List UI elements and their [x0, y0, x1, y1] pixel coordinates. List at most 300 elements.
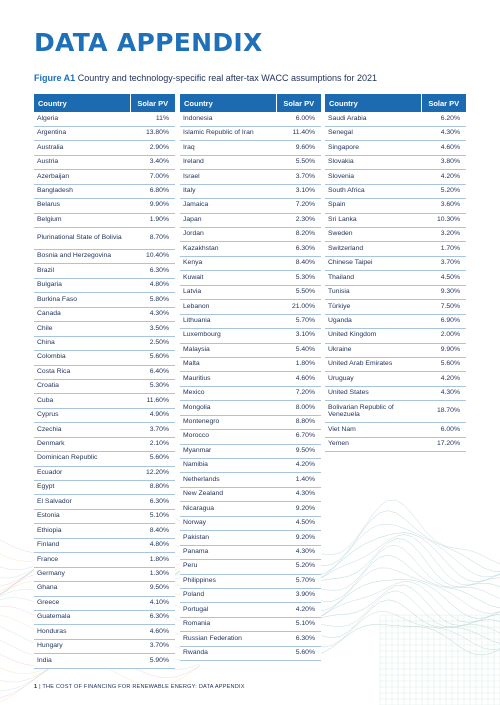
- table-row: [34, 654, 175, 668]
- solar-pv-value-cell: 4.80%: [130, 278, 175, 292]
- solar-pv-value-cell: 10.30%: [421, 213, 466, 227]
- table-row: [180, 343, 321, 357]
- table-row: [34, 199, 175, 213]
- solar-pv-value-cell: 8.80%: [130, 481, 175, 495]
- header-country: Country: [325, 94, 421, 112]
- solar-pv-value-cell: 6.30%: [276, 242, 321, 256]
- table-row: [180, 386, 321, 400]
- mountain-contour-line: [300, 533, 500, 583]
- table-row: [325, 401, 466, 423]
- country-cell: Türkiye: [325, 300, 421, 314]
- solar-pv-value-cell: 9.50%: [130, 582, 175, 596]
- table-row: [180, 329, 321, 343]
- table-row: [180, 184, 321, 198]
- solar-pv-value-cell: 6.30%: [130, 264, 175, 278]
- country-cell: Ghana: [34, 582, 130, 596]
- table-row: [34, 394, 175, 408]
- solar-pv-value-cell: 2.50%: [130, 336, 175, 350]
- table-row: [180, 415, 321, 429]
- table-row: [34, 437, 175, 451]
- mountain-contour-line: [300, 500, 500, 564]
- country-cell: Iraq: [180, 141, 276, 155]
- table-row: [180, 300, 321, 314]
- solar-pv-value-cell: 4.30%: [276, 487, 321, 501]
- country-cell: Lebanon: [180, 300, 276, 314]
- solar-pv-value-cell: 8.40%: [276, 256, 321, 270]
- solar-pv-value-cell: 5.70%: [276, 314, 321, 328]
- country-cell: Lithuania: [180, 314, 276, 328]
- table-row: [34, 184, 175, 198]
- solar-pv-value-cell: 4.50%: [421, 271, 466, 285]
- solar-pv-value-cell: 3.20%: [421, 228, 466, 242]
- header-solar-pv: Solar PV: [421, 94, 466, 112]
- country-cell: Nicaragua: [180, 502, 276, 516]
- country-cell: Saudi Arabia: [325, 112, 421, 126]
- solar-pv-value-cell: 5.10%: [130, 509, 175, 523]
- country-cell: Ireland: [180, 155, 276, 169]
- table-row: [180, 126, 321, 140]
- table-row: [180, 141, 321, 155]
- table-row: [180, 502, 321, 516]
- page-title: DATA APPENDIX: [34, 28, 263, 57]
- country-cell: Portugal: [180, 603, 276, 617]
- country-cell: Guatemala: [34, 610, 130, 624]
- solar-pv-value-cell: 8.40%: [130, 524, 175, 538]
- country-cell: Uruguay: [325, 372, 421, 386]
- country-cell: Pakistan: [180, 531, 276, 545]
- country-cell: Czechia: [34, 423, 130, 437]
- country-cell: Netherlands: [180, 473, 276, 487]
- country-cell: Spain: [325, 199, 421, 213]
- country-cell: Dominican Republic: [34, 452, 130, 466]
- solar-pv-value-cell: 6.80%: [130, 184, 175, 198]
- table-row: [34, 336, 175, 350]
- country-cell: Philippines: [180, 574, 276, 588]
- country-cell: Sweden: [325, 228, 421, 242]
- solar-pv-value-cell: 7.00%: [130, 170, 175, 184]
- country-cell: Costa Rica: [34, 365, 130, 379]
- country-cell: Ethiopia: [34, 524, 130, 538]
- table-row: [180, 603, 321, 617]
- solar-pv-value-cell: 4.60%: [276, 372, 321, 386]
- solar-pv-value-cell: 3.80%: [421, 155, 466, 169]
- table-row: [34, 112, 175, 126]
- table-row: [34, 495, 175, 509]
- country-cell: Canada: [34, 307, 130, 321]
- solar-pv-value-cell: 10.40%: [130, 250, 175, 264]
- solar-pv-value-cell: 4.20%: [276, 459, 321, 473]
- solar-pv-value-cell: 7.20%: [276, 386, 321, 400]
- country-cell: El Salvador: [34, 495, 130, 509]
- solar-pv-value-cell: 9.20%: [276, 502, 321, 516]
- solar-pv-value-cell: 4.20%: [421, 170, 466, 184]
- wacc-table-column-2: [180, 94, 321, 661]
- solar-pv-value-cell: 6.90%: [421, 314, 466, 328]
- figure-label: Figure A1: [34, 73, 76, 83]
- table-row: [34, 582, 175, 596]
- solar-pv-value-cell: 9.20%: [276, 531, 321, 545]
- solar-pv-value-cell: 6.30%: [130, 495, 175, 509]
- country-cell: Belgium: [34, 213, 130, 227]
- country-cell: Uganda: [325, 314, 421, 328]
- solar-pv-value-cell: 6.40%: [130, 365, 175, 379]
- solar-pv-value-cell: 6.00%: [421, 423, 466, 437]
- solar-pv-value-cell: 6.70%: [276, 430, 321, 444]
- country-cell: Finland: [34, 538, 130, 552]
- solar-pv-value-cell: 7.50%: [421, 300, 466, 314]
- country-cell: Slovenia: [325, 170, 421, 184]
- table-row: [325, 184, 466, 198]
- country-cell: Denmark: [34, 437, 130, 451]
- country-cell: Yemen: [325, 437, 421, 451]
- table-row: [34, 509, 175, 523]
- table-row: [325, 228, 466, 242]
- table-row: [34, 351, 175, 365]
- table-row: [34, 596, 175, 610]
- solar-pv-value-cell: 3.60%: [421, 199, 466, 213]
- table-row: [325, 437, 466, 451]
- country-cell: Malta: [180, 357, 276, 371]
- solar-pv-value-cell: 3.10%: [276, 329, 321, 343]
- solar-pv-value-cell: 6.30%: [130, 610, 175, 624]
- country-cell: Egypt: [34, 481, 130, 495]
- solar-pv-value-cell: 9.30%: [421, 285, 466, 299]
- country-cell: France: [34, 553, 130, 567]
- country-cell: Australia: [34, 141, 130, 155]
- figure-caption-text: Country and technology-specific real after-tax WACC assumptions for 2021: [77, 73, 378, 83]
- country-cell: New Zealand: [180, 487, 276, 501]
- table-row: [325, 213, 466, 227]
- header-country: Country: [34, 94, 130, 112]
- solar-pv-value-cell: 5.80%: [130, 293, 175, 307]
- table-row: [34, 379, 175, 393]
- country-cell: Kazakhstan: [180, 242, 276, 256]
- solar-pv-value-cell: 11%: [130, 112, 175, 126]
- country-cell: Algeria: [34, 112, 130, 126]
- solar-pv-value-cell: 8.20%: [276, 228, 321, 242]
- wacc-table-column-1: [34, 94, 175, 669]
- country-cell: Bangladesh: [34, 184, 130, 198]
- table-row: [325, 126, 466, 140]
- table-row: [34, 524, 175, 538]
- solar-pv-value-cell: 5.50%: [276, 155, 321, 169]
- table-row: [180, 242, 321, 256]
- header-country: Country: [180, 94, 276, 112]
- country-cell: Ecuador: [34, 466, 130, 480]
- solar-pv-value-cell: 9.90%: [130, 199, 175, 213]
- solar-pv-value-cell: 12.20%: [130, 466, 175, 480]
- solar-pv-value-cell: 4.30%: [421, 386, 466, 400]
- country-cell: Colombia: [34, 351, 130, 365]
- country-cell: Viet Nam: [325, 423, 421, 437]
- solar-pv-value-cell: 5.30%: [130, 379, 175, 393]
- page-footer: [34, 684, 245, 690]
- table-row: [34, 250, 175, 264]
- country-cell: Cyprus: [34, 408, 130, 422]
- country-cell: Jamaica: [180, 199, 276, 213]
- solar-pv-value-cell: 2.90%: [130, 141, 175, 155]
- solar-pv-value-cell: 4.20%: [276, 603, 321, 617]
- country-cell: Croatia: [34, 379, 130, 393]
- table-row: [180, 372, 321, 386]
- table-row: [34, 228, 175, 250]
- table-row: [34, 466, 175, 480]
- country-cell: Norway: [180, 516, 276, 530]
- country-cell: Myanmar: [180, 444, 276, 458]
- solar-pv-value-cell: 5.10%: [276, 617, 321, 631]
- country-cell: Russian Federation: [180, 632, 276, 646]
- table-row: [34, 553, 175, 567]
- solar-pv-value-cell: 4.60%: [130, 625, 175, 639]
- solar-pv-value-cell: 5.60%: [130, 452, 175, 466]
- country-cell: Brazil: [34, 264, 130, 278]
- country-cell: Tunisia: [325, 285, 421, 299]
- table-row: [325, 170, 466, 184]
- country-cell: Honduras: [34, 625, 130, 639]
- country-cell: Cuba: [34, 394, 130, 408]
- table-row: [34, 452, 175, 466]
- solar-pv-value-cell: 8.70%: [130, 228, 175, 250]
- table-row: [34, 538, 175, 552]
- solar-pv-value-cell: 5.50%: [276, 285, 321, 299]
- solar-pv-value-cell: 18.70%: [421, 401, 466, 423]
- solar-pv-value-cell: 8.00%: [276, 401, 321, 415]
- solar-pv-value-cell: 8.80%: [276, 415, 321, 429]
- country-cell: United Kingdom: [325, 329, 421, 343]
- country-cell: Panama: [180, 545, 276, 559]
- country-cell: United Arab Emirates: [325, 357, 421, 371]
- table-row: [34, 610, 175, 624]
- table-row: [34, 365, 175, 379]
- solar-pv-value-cell: 1.80%: [130, 553, 175, 567]
- country-cell: Malaysia: [180, 343, 276, 357]
- country-cell: Greece: [34, 596, 130, 610]
- mountain-contour-line: [300, 568, 500, 613]
- table-row: [180, 314, 321, 328]
- table-row: [325, 329, 466, 343]
- table-row: [325, 242, 466, 256]
- footer-page-number: 1: [34, 684, 38, 690]
- country-cell: Argentina: [34, 126, 130, 140]
- table-row: [34, 423, 175, 437]
- solar-pv-value-cell: 1.40%: [276, 473, 321, 487]
- solar-pv-value-cell: 5.60%: [421, 357, 466, 371]
- country-cell: Sri Lanka: [325, 213, 421, 227]
- table-row: [180, 588, 321, 602]
- table-row: [180, 459, 321, 473]
- country-cell: India: [34, 654, 130, 668]
- country-cell: Jordan: [180, 228, 276, 242]
- table-row: [325, 372, 466, 386]
- solar-pv-value-cell: 2.30%: [276, 213, 321, 227]
- country-cell: Luxembourg: [180, 329, 276, 343]
- country-cell: Mongolia: [180, 401, 276, 415]
- table-row: [34, 213, 175, 227]
- solar-pv-value-cell: 1.30%: [130, 567, 175, 581]
- table-row: [34, 293, 175, 307]
- table-row: [180, 646, 321, 660]
- table-row: [180, 112, 321, 126]
- solar-pv-value-cell: 5.70%: [276, 574, 321, 588]
- table-row: [180, 199, 321, 213]
- table-row: [180, 285, 321, 299]
- country-cell: Israel: [180, 170, 276, 184]
- country-cell: Slovakia: [325, 155, 421, 169]
- solar-pv-value-cell: 3.70%: [276, 170, 321, 184]
- footer-text: | THE COST OF FINANCING FOR RENEWABLE ENERGY: DATA APPENDIX: [39, 684, 245, 690]
- solar-pv-value-cell: 3.50%: [130, 322, 175, 336]
- solar-pv-value-cell: 9.60%: [276, 141, 321, 155]
- country-cell: Chile: [34, 322, 130, 336]
- country-cell: Azerbaijan: [34, 170, 130, 184]
- table-row: [34, 322, 175, 336]
- table-row: [34, 170, 175, 184]
- country-cell: Thailand: [325, 271, 421, 285]
- country-cell: Kenya: [180, 256, 276, 270]
- table-row: [180, 170, 321, 184]
- table-row: [34, 639, 175, 653]
- solar-pv-value-cell: 4.90%: [130, 408, 175, 422]
- country-cell: Namibia: [180, 459, 276, 473]
- solar-pv-value-cell: 4.20%: [421, 372, 466, 386]
- solar-pv-value-cell: 5.30%: [276, 271, 321, 285]
- solar-pv-value-cell: 4.30%: [421, 126, 466, 140]
- table-row: [180, 444, 321, 458]
- table-row: [325, 423, 466, 437]
- table-row: [34, 481, 175, 495]
- country-cell: Bolivarian Republic of Venezuela: [325, 401, 421, 423]
- country-cell: Japan: [180, 213, 276, 227]
- table-row: [34, 264, 175, 278]
- table-row: [180, 430, 321, 444]
- table-row: [180, 357, 321, 371]
- table-row: [180, 228, 321, 242]
- country-cell: Belarus: [34, 199, 130, 213]
- country-cell: Peru: [180, 560, 276, 574]
- table-row: [325, 112, 466, 126]
- solar-pv-value-cell: 1.80%: [276, 357, 321, 371]
- country-cell: Islamic Republic of Iran: [180, 126, 276, 140]
- country-cell: Plurinational State of Bolivia: [34, 228, 130, 250]
- solar-pv-value-cell: 4.30%: [276, 545, 321, 559]
- solar-pv-value-cell: 2.10%: [130, 437, 175, 451]
- country-cell: Burkina Faso: [34, 293, 130, 307]
- solar-pv-value-cell: 4.30%: [130, 307, 175, 321]
- country-cell: Singapore: [325, 141, 421, 155]
- country-cell: China: [34, 336, 130, 350]
- country-cell: Mexico: [180, 386, 276, 400]
- table-row: [180, 473, 321, 487]
- country-cell: Romania: [180, 617, 276, 631]
- solar-pv-value-cell: 5.60%: [130, 351, 175, 365]
- table-row: [325, 314, 466, 328]
- solar-pv-value-cell: 6.20%: [421, 112, 466, 126]
- country-cell: Italy: [180, 184, 276, 198]
- table-row: [325, 300, 466, 314]
- table-row: [325, 271, 466, 285]
- solar-pv-value-cell: 1.70%: [421, 242, 466, 256]
- solar-pv-value-cell: 3.70%: [130, 423, 175, 437]
- table-row: [325, 199, 466, 213]
- solar-pv-value-cell: 5.90%: [130, 654, 175, 668]
- country-cell: Austria: [34, 155, 130, 169]
- country-cell: United States: [325, 386, 421, 400]
- table-row: [180, 155, 321, 169]
- country-cell: Rwanda: [180, 646, 276, 660]
- table-row: [34, 307, 175, 321]
- country-cell: Bosnia and Herzegovina: [34, 250, 130, 264]
- table-row: [180, 574, 321, 588]
- solar-pv-value-cell: 2.00%: [421, 329, 466, 343]
- table-row: [180, 516, 321, 530]
- solar-pv-value-cell: 21.00%: [276, 300, 321, 314]
- table-row: [180, 531, 321, 545]
- country-cell: Latvia: [180, 285, 276, 299]
- solar-pv-value-cell: 5.60%: [276, 646, 321, 660]
- table-row: [34, 155, 175, 169]
- country-cell: Indonesia: [180, 112, 276, 126]
- table-row: [180, 401, 321, 415]
- table-row: [325, 285, 466, 299]
- country-cell: Mauritius: [180, 372, 276, 386]
- country-cell: Montenegro: [180, 415, 276, 429]
- country-cell: Senegal: [325, 126, 421, 140]
- table-row: [180, 632, 321, 646]
- solar-pv-value-cell: 5.40%: [276, 343, 321, 357]
- solar-pv-value-cell: 4.10%: [130, 596, 175, 610]
- table-row: [325, 343, 466, 357]
- solar-pv-value-cell: 11.60%: [130, 394, 175, 408]
- table-row: [34, 625, 175, 639]
- table-row: [180, 213, 321, 227]
- solar-pv-value-cell: 3.90%: [276, 588, 321, 602]
- country-cell: Ukraine: [325, 343, 421, 357]
- table-row: [180, 256, 321, 270]
- solar-pv-value-cell: 6.30%: [276, 632, 321, 646]
- solar-pv-value-cell: 3.70%: [130, 639, 175, 653]
- table-row: [325, 256, 466, 270]
- table-row: [325, 155, 466, 169]
- country-cell: Switzerland: [325, 242, 421, 256]
- country-cell: Chinese Taipei: [325, 256, 421, 270]
- header-solar-pv: Solar PV: [130, 94, 175, 112]
- wacc-table-column-3: [325, 94, 466, 452]
- country-cell: Morocco: [180, 430, 276, 444]
- country-cell: Kuwait: [180, 271, 276, 285]
- table-row: [34, 567, 175, 581]
- table-row: [180, 560, 321, 574]
- solar-pv-value-cell: 4.50%: [276, 516, 321, 530]
- solar-pv-value-cell: 3.70%: [421, 256, 466, 270]
- country-cell: South Africa: [325, 184, 421, 198]
- solar-pv-value-cell: 13.80%: [130, 126, 175, 140]
- solar-pv-value-cell: 7.20%: [276, 199, 321, 213]
- solar-pv-value-cell: 5.20%: [276, 560, 321, 574]
- table-row: [325, 357, 466, 371]
- country-cell: Poland: [180, 588, 276, 602]
- solar-pv-value-cell: 3.40%: [130, 155, 175, 169]
- table-row: [180, 545, 321, 559]
- solar-pv-value-cell: 6.00%: [276, 112, 321, 126]
- country-cell: Estonia: [34, 509, 130, 523]
- table-row: [325, 141, 466, 155]
- solar-pv-value-cell: 9.90%: [421, 343, 466, 357]
- header-solar-pv: Solar PV: [276, 94, 321, 112]
- table-row: [34, 408, 175, 422]
- country-cell: Hungary: [34, 639, 130, 653]
- table-row: [180, 271, 321, 285]
- solar-pv-value-cell: 4.80%: [130, 538, 175, 552]
